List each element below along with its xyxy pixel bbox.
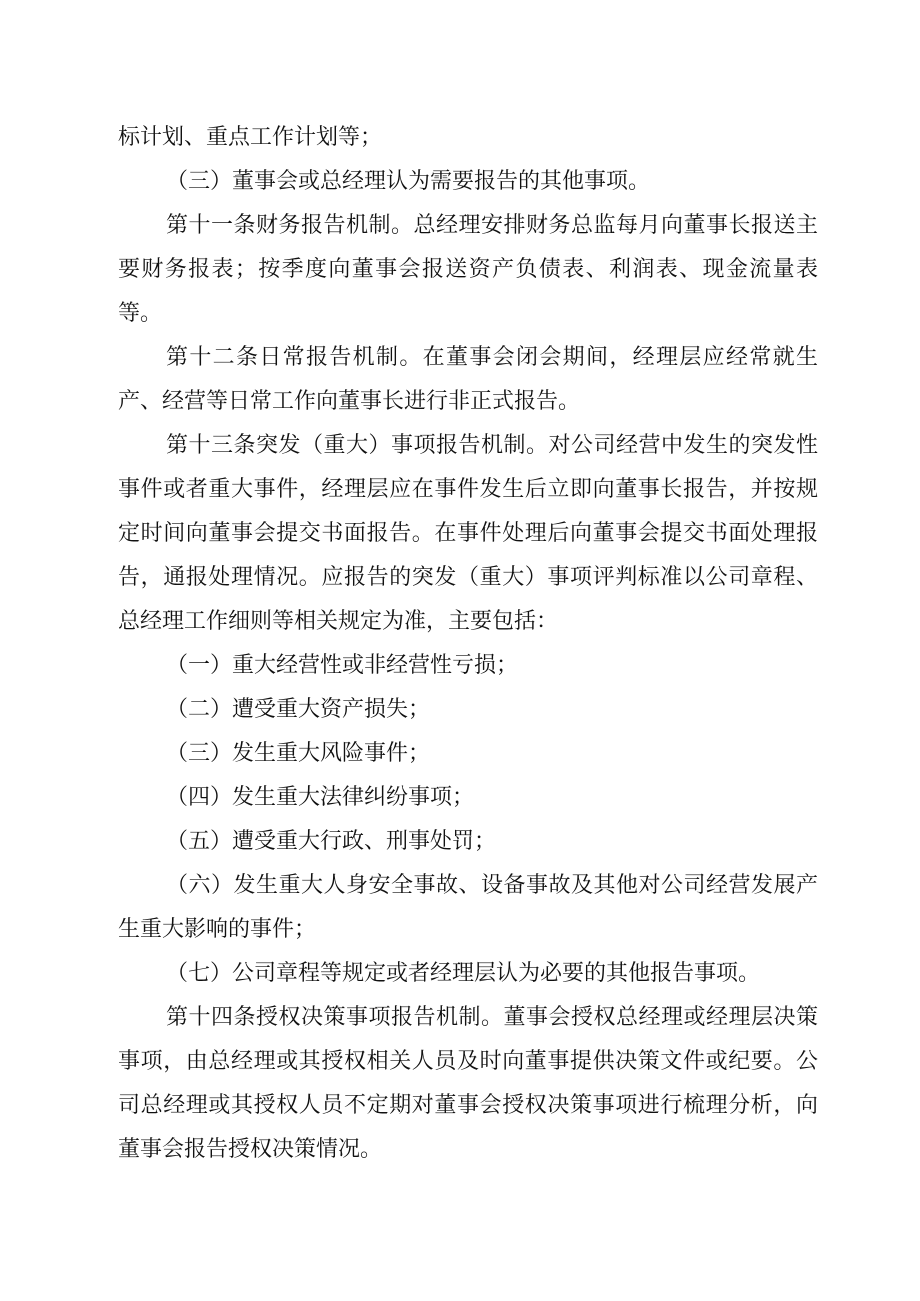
document-body <box>118 116 818 1172</box>
paragraph-article-13: 第十三条突发（重大）事项报告机制。对公司经营中发生的突发性事件或者重大事件，经理层应在事件发生后立即向董事长报告，并按规定时间向董事会提交书面报告。在事件处理后向董事会提交书面处理报告，通报处理情况。应报告的突发（重大）事项评判标准以公司章程、总经理工作细则等相关规定为准，主要包括： <box>118 433 818 634</box>
paragraph-continuation: 标计划、重点工作计划等； <box>118 125 383 150</box>
list-item-4: （四）发生重大法律纠纷事项； <box>166 785 475 810</box>
list-item-5: （五）遭受重大行政、刑事处罚； <box>166 829 497 854</box>
list-item-2: （二）遭受重大资产损失； <box>166 697 431 722</box>
paragraph-article-12: 第十二条日常报告机制。在董事会闭会期间，经理层应经常就生产、经营等日常工作向董事长进行非正式报告。 <box>118 345 818 414</box>
paragraph-item-3: （三）董事会或总经理认为需要报告的其他事项。 <box>166 169 651 194</box>
list-item-1: （一）重大经营性或非经营性亏损； <box>166 653 519 678</box>
list-item-7: （七）公司章程等规定或者经理层认为必要的其他报告事项。 <box>166 961 761 986</box>
list-item-3: （三）发生重大风险事件； <box>166 741 431 766</box>
list-item-6: （六）发生重大人身安全事故、设备事故及其他对公司经营发展产生重大影响的事件； <box>118 873 818 942</box>
paragraph-article-11: 第十一条财务报告机制。总经理安排财务总监每月向董事长报送主要财务报表；按季度向董事会报送资产负债表、利润表、现金流量表等。 <box>118 213 818 326</box>
paragraph-article-14: 第十四条授权决策事项报告机制。董事会授权总经理或经理层决策事项，由总经理或其授权相关人员及时向董事提供决策文件或纪要。公司总经理或其授权人员不定期对董事会授权决策事项进行梳理分析，向董事会报告授权决策情况。 <box>118 1005 818 1162</box>
